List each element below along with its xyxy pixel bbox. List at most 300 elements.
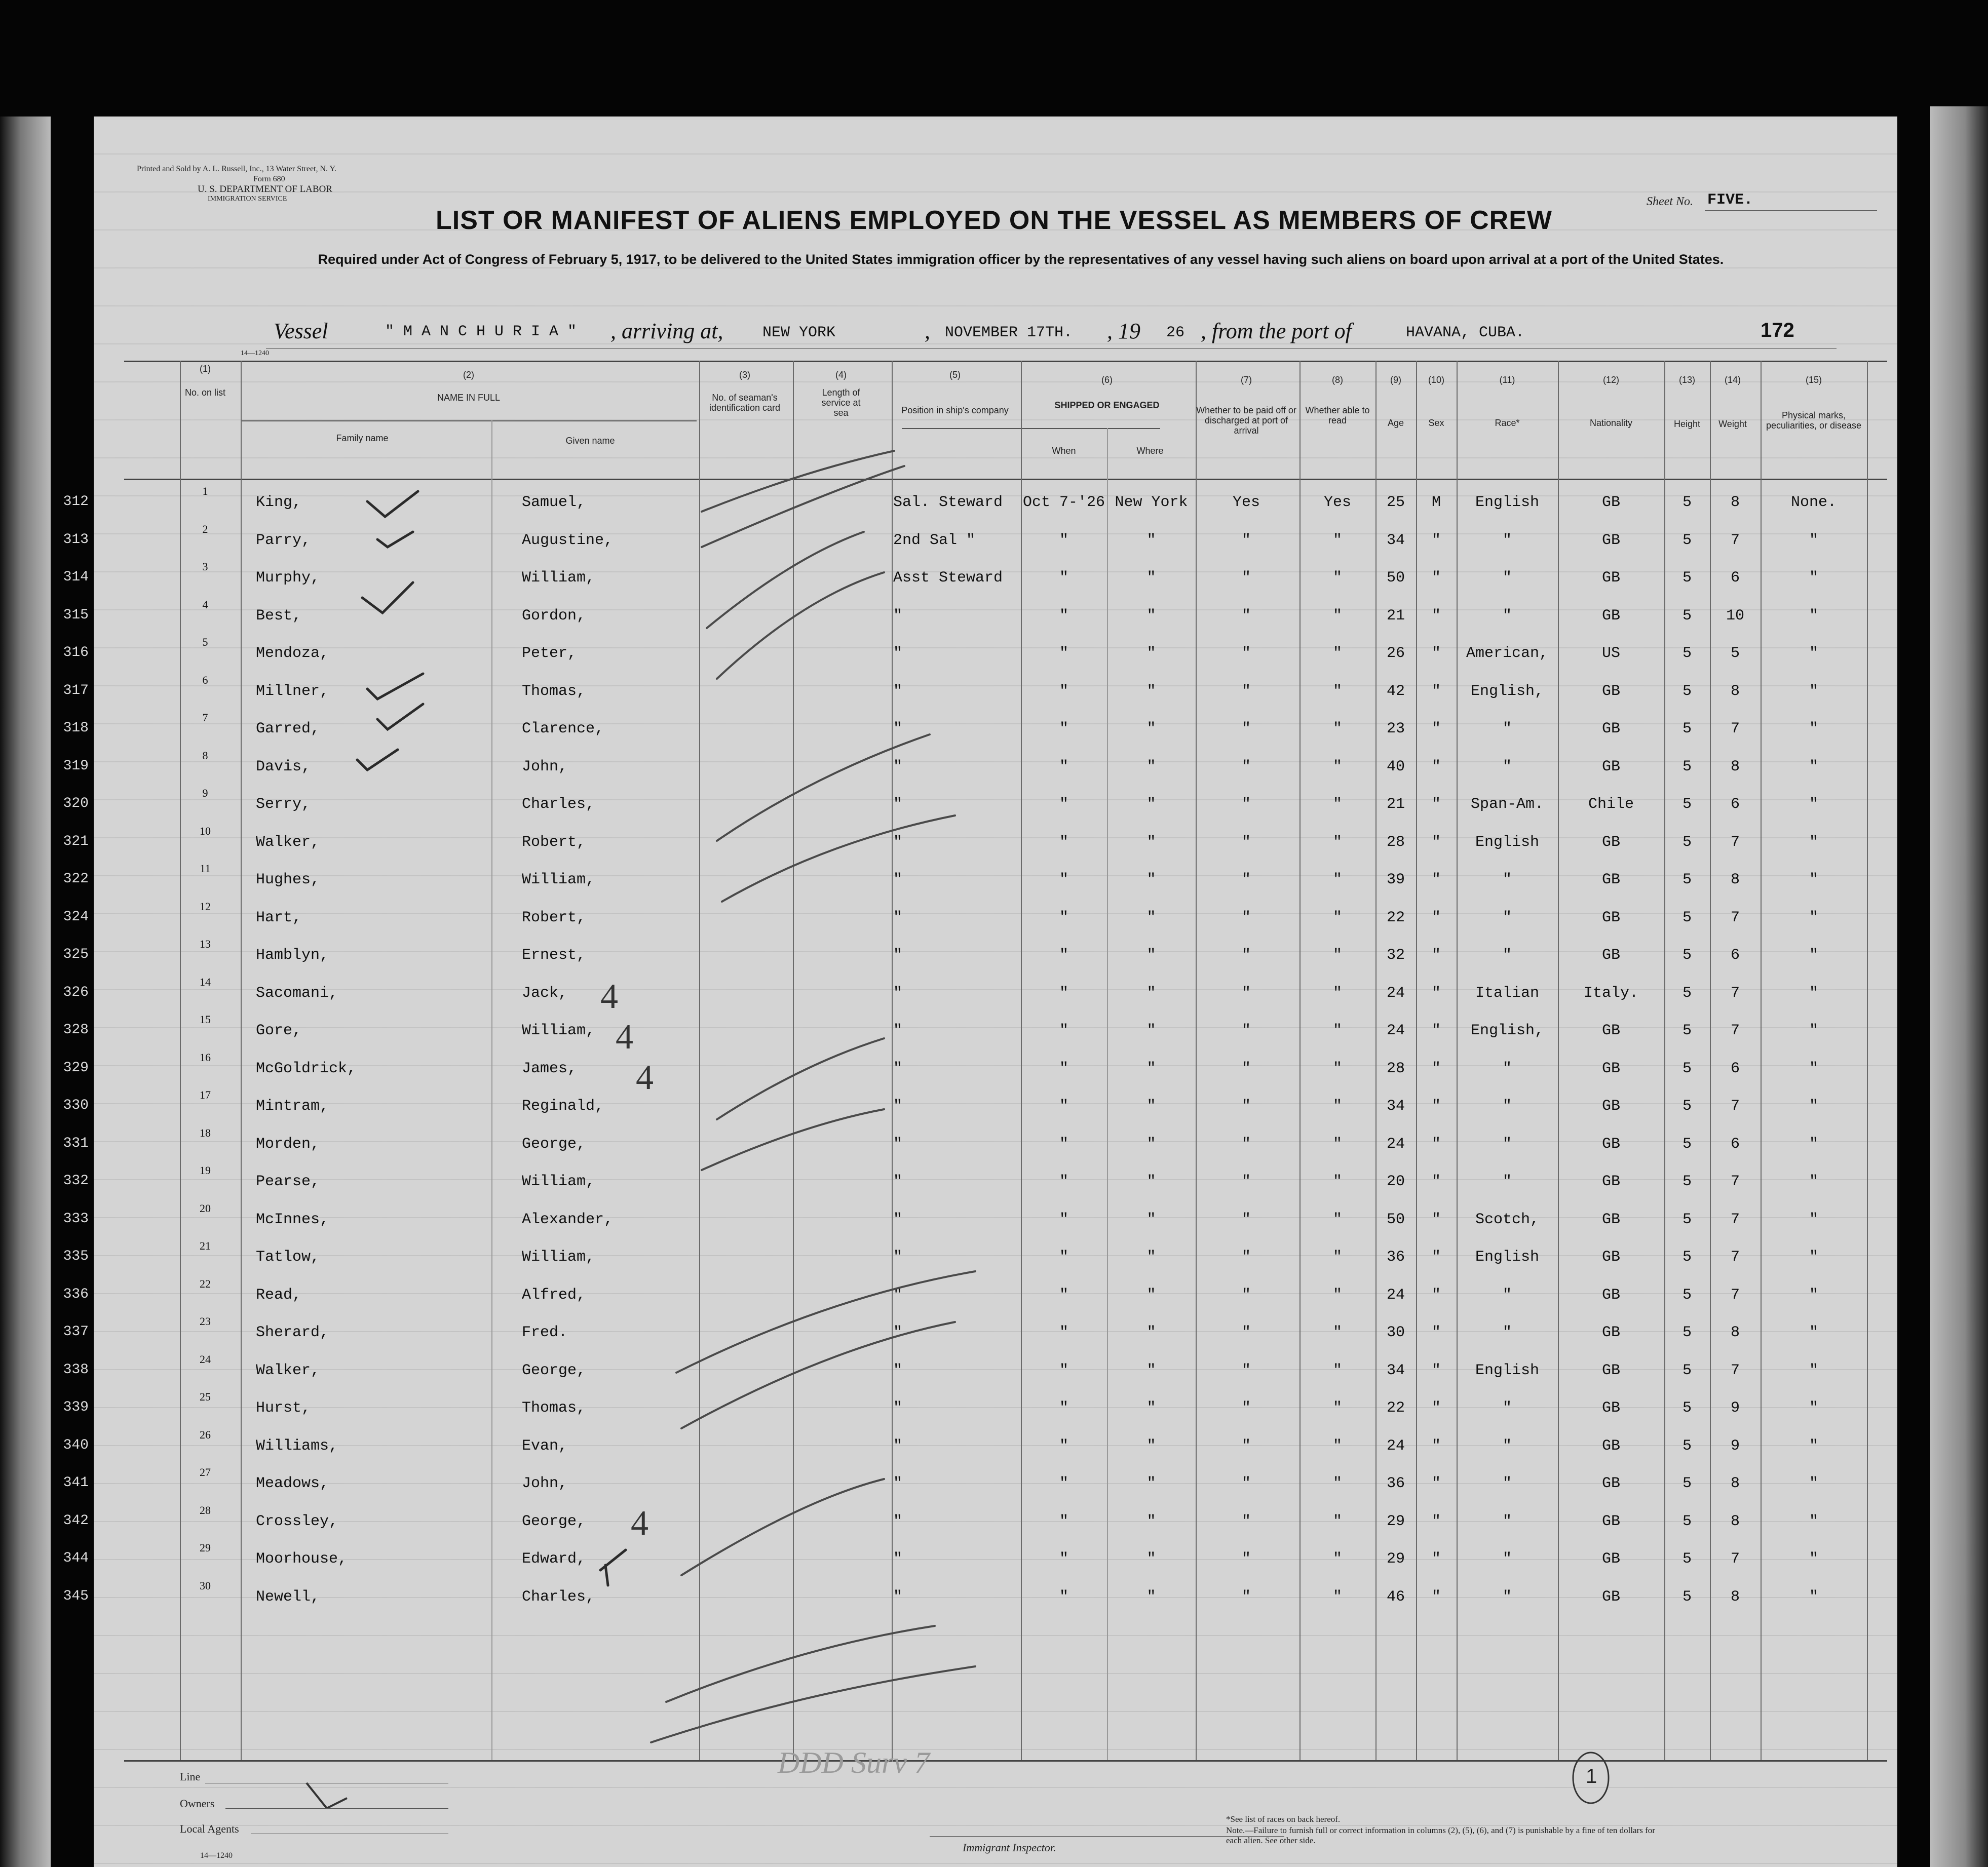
row-nationality: GB [1601,1399,1620,1417]
document-subtitle: Required under Act of Congress of February 5, 1917, to be delivered to the United States immigration officer by the representatives of any vessel having such aliens on board upon arrival at a port of the United States. [318,252,1724,267]
vessel-label: Vessel [274,319,328,343]
row-height: 5 [1682,532,1692,549]
row-height: 5 [1682,1513,1692,1530]
row-number: 27 [200,1466,211,1479]
row-family-name: Garred, [256,720,320,737]
row-when: " [1059,1588,1068,1606]
row-age: 50 [1386,569,1405,587]
row-paid-off: " [1241,569,1251,587]
row-serial: 321 [63,834,89,849]
row-family-name: Meadows, [256,1475,329,1492]
row-given-name: John, [522,1475,568,1492]
row-given-name: Edward, [522,1550,586,1568]
year-prefix: , 19 [1107,319,1140,343]
row-when: " [1059,1022,1068,1039]
row-sex: " [1431,1022,1441,1039]
col6-header: SHIPPED OR ENGAGED [1054,400,1160,410]
row-when: " [1059,1211,1068,1228]
row-physical-marks: " [1809,909,1818,926]
row-height: 5 [1682,494,1692,511]
row-paid-off: " [1241,796,1251,813]
row-nationality: GB [1601,607,1620,625]
row-when: " [1059,1475,1068,1492]
row-number: 16 [200,1051,211,1064]
row-age: 28 [1386,1060,1405,1077]
row-serial: 316 [63,645,89,660]
row-number: 13 [200,938,211,950]
row-nationality: GB [1601,1098,1620,1115]
row-height: 5 [1682,1399,1692,1417]
owners-rule [225,1808,448,1809]
year-suffix: 26 [1166,324,1185,341]
row-physical-marks: " [1809,1136,1818,1153]
row-when: " [1059,683,1068,700]
row-where: " [1146,1437,1156,1455]
row-race: " [1502,1475,1512,1492]
row-weight: 8 [1730,871,1740,888]
row-race: Span-Am. [1470,796,1544,813]
row-where: " [1146,1475,1156,1492]
col6-when-header: When [1052,446,1076,456]
col5-header: Position in ship's company [901,405,1009,415]
row-height: 5 [1682,1588,1692,1606]
row-family-name: Mintram, [256,1098,329,1115]
col7-number: (7) [1241,375,1252,385]
row-able-to-read: " [1332,834,1342,851]
col9-number: (9) [1390,375,1401,385]
row-given-name: Robert, [522,834,586,851]
row-physical-marks: " [1809,1098,1818,1115]
row-height: 5 [1682,1437,1692,1455]
row-family-name: Serry, [256,796,311,813]
row-weight: 7 [1730,1550,1740,1568]
row-serial: 319 [63,758,89,774]
col5-number: (5) [949,370,961,380]
row-nationality: GB [1601,1588,1620,1606]
row-number: 18 [200,1126,211,1139]
row-family-name: Gore, [256,1022,302,1039]
row-height: 5 [1682,1362,1692,1379]
row-when: " [1059,645,1068,662]
row-position: " [893,1287,903,1304]
row-sex: " [1431,1513,1441,1530]
row-weight: 8 [1730,1324,1740,1341]
row-serial: 330 [63,1098,89,1113]
row-weight: 7 [1730,1362,1740,1379]
row-where: " [1146,758,1156,775]
row-race: " [1502,1098,1512,1115]
row-family-name: Sacomani, [256,985,338,1002]
row-when: " [1059,1249,1068,1266]
row-position: " [893,871,903,888]
pencil-annotations [94,116,1897,1867]
inspector-label: Immigrant Inspector. [963,1841,1056,1854]
col11-header: Race* [1495,418,1520,428]
row-nationality: Chile [1588,796,1634,813]
row-age: 24 [1386,1022,1405,1039]
row-where: " [1146,947,1156,964]
row-number: 6 [202,674,208,686]
row-serial: 342 [63,1513,89,1529]
row-weight: 9 [1730,1437,1740,1455]
row-when: " [1059,1173,1068,1190]
row-age: 36 [1386,1475,1405,1492]
row-number: 14 [200,976,211,988]
row-sex: " [1431,569,1441,587]
row-when: " [1059,834,1068,851]
row-nationality: GB [1601,1475,1620,1492]
row-physical-marks: " [1809,871,1818,888]
row-age: 29 [1386,1513,1405,1530]
col2-header: NAME IN FULL [437,393,501,403]
row-height: 5 [1682,607,1692,625]
row-physical-marks: " [1809,1173,1818,1190]
row-position: " [893,796,903,813]
row-able-to-read: " [1332,947,1342,964]
row-serial: 320 [63,796,89,811]
col13-number: (13) [1678,375,1695,385]
from-port-label: , from the port of [1201,319,1352,343]
row-weight: 7 [1730,834,1740,851]
row-sex: " [1431,796,1441,813]
row-number: 28 [200,1504,211,1516]
svg-text:4: 4 [631,1504,648,1543]
row-race: " [1502,1173,1512,1190]
col8-header: Whether able to read [1305,405,1370,425]
row-able-to-read: " [1332,1513,1342,1530]
row-sex: " [1431,834,1441,851]
row-position: " [893,985,903,1002]
row-height: 5 [1682,1287,1692,1304]
row-sex: " [1431,1060,1441,1077]
row-given-name: Robert, [522,909,586,926]
row-where: " [1146,569,1156,587]
row-race: " [1502,758,1512,775]
row-sex: " [1431,1588,1441,1606]
row-physical-marks: " [1809,1588,1818,1606]
col6-number: (6) [1101,375,1113,385]
row-weight: 7 [1730,1211,1740,1228]
row-nationality: GB [1601,1437,1620,1455]
col1-number: (1) [200,364,211,374]
row-when: " [1059,569,1068,587]
row-serial: 337 [63,1324,89,1340]
row-able-to-read: " [1332,1022,1342,1039]
row-number: 3 [202,560,208,573]
row-sex: M [1431,494,1441,511]
row-able-to-read: " [1332,1475,1342,1492]
row-paid-off: " [1241,834,1251,851]
row-sex: " [1431,1399,1441,1417]
row-nationality: GB [1601,1249,1620,1266]
row-position: " [893,683,903,700]
row-where: " [1146,1060,1156,1077]
col9-header: Age [1387,418,1404,428]
races-note: *See list of races on back hereof. [1226,1814,1341,1824]
row-able-to-read: " [1332,1098,1342,1115]
row-nationality: US [1601,645,1620,662]
row-sex: " [1431,1173,1441,1190]
row-age: 34 [1386,1098,1405,1115]
row-given-name: Reginald, [522,1098,604,1115]
row-family-name: Millner, [256,683,329,700]
row-age: 28 [1386,834,1405,851]
col15-number: (15) [1805,375,1822,385]
row-given-name: Charles, [522,796,595,813]
row-nationality: GB [1601,834,1620,851]
row-paid-off: " [1241,607,1251,625]
row-able-to-read: " [1332,1362,1342,1379]
row-given-name: Ernest, [522,947,586,964]
row-race: English [1475,1249,1540,1266]
row-given-name: Evan, [522,1437,568,1455]
col13-header: Height [1673,419,1701,429]
row-nationality: GB [1601,1173,1620,1190]
row-when: " [1059,1136,1068,1153]
row-nationality: GB [1601,494,1620,511]
row-height: 5 [1682,871,1692,888]
row-race: " [1502,532,1512,549]
row-given-name: Clarence, [522,720,604,737]
row-weight: 10 [1726,607,1744,625]
row-height: 5 [1682,1249,1692,1266]
row-position: " [893,1588,903,1606]
row-given-name: James, [522,1060,577,1077]
row-position: 2nd Sal " [893,532,976,549]
row-nationality: GB [1601,1022,1620,1039]
row-sex: " [1431,683,1441,700]
row-serial: 332 [63,1173,89,1189]
row-position: " [893,1098,903,1115]
row-where: " [1146,834,1156,851]
row-sex: " [1431,1362,1441,1379]
row-race: American, [1466,645,1549,662]
row-where: " [1146,607,1156,625]
row-given-name: John, [522,758,568,775]
row-sex: " [1431,758,1441,775]
col7-header: Whether to be paid off or discharged at port of arrival [1196,405,1296,436]
row-weight: 6 [1730,1136,1740,1153]
row-race: " [1502,871,1512,888]
row-nationality: GB [1601,1550,1620,1568]
row-family-name: Murphy, [256,569,320,587]
row-number: 12 [200,900,211,913]
row-height: 5 [1682,1060,1692,1077]
row-physical-marks: " [1809,1022,1818,1039]
row-age: 21 [1386,796,1405,813]
row-race: " [1502,947,1512,964]
row-family-name: Read, [256,1287,302,1304]
row-given-name: William, [522,569,595,587]
row-position: " [893,1211,903,1228]
row-serial: 333 [63,1211,89,1227]
row-position: Asst Steward [893,569,1003,587]
row-age: 32 [1386,947,1405,964]
row-age: 42 [1386,683,1405,700]
row-when: " [1059,1060,1068,1077]
row-age: 23 [1386,720,1405,737]
row-serial: 335 [63,1249,89,1264]
row-race: " [1502,1136,1512,1153]
col3-number: (3) [739,370,750,380]
row-height: 5 [1682,947,1692,964]
row-physical-marks: None. [1790,494,1837,511]
svg-text:4: 4 [636,1058,654,1097]
row-when: " [1059,1098,1068,1115]
row-paid-off: " [1241,1550,1251,1568]
row-serial: 318 [63,720,89,736]
row-number: 9 [202,787,208,799]
row-age: 25 [1386,494,1405,511]
row-when: " [1059,1287,1068,1304]
row-paid-off: " [1241,1588,1251,1606]
arriving-label: , arriving at, [610,319,723,343]
row-family-name: McInnes, [256,1211,329,1228]
row-family-name: Davis, [256,758,311,775]
col14-header: Weight [1718,419,1747,429]
svg-text:4: 4 [600,977,618,1016]
row-weight: 8 [1730,1588,1740,1606]
row-race: English [1475,1362,1540,1379]
row-weight: 7 [1730,1287,1740,1304]
col3-header: No. of seaman's identification card [709,393,781,413]
row-physical-marks: " [1809,607,1818,625]
row-position: " [893,1550,903,1568]
col6-where-header: Where [1136,446,1164,456]
row-weight: 5 [1730,645,1740,662]
row-where: " [1146,1324,1156,1341]
row-serial: 313 [63,532,89,548]
owners-label: Owners [180,1797,215,1810]
row-family-name: Best, [256,607,302,625]
manifest-sheet: Printed and Sold by A. L. Russell, Inc., 13 Water Street, N. Y. Form 680 U. S. DEPARTMENT OF LABOR IMMIGRATION SERVICE Sheet No. FIVE. LIST OR MANIFEST OF ALIENS EMPLOYED ON THE VESSEL AS MEMBERS OF CREW Required under Act of Congress of February 5, 1917, to be delivered to the United States immigration officer by the representatives of any vessel having such aliens on board upon arrival at a port of the United States. Vessel " M A N C H U R I A " , arriving at, NEW YORK , NOVEMBER 17TH. , 19 26 , from the port of HAVANA, CUBA. 172 14—1240 (1) No. on list (2) NAME IN FULL Family name Given name (3) No. of seaman's identification card (4) Length of service at sea (5) Position in ship's company (6) SHIPPED OR ENGAGED When Where (7) Whether to be paid off or discharged at port of arrival (8) Whether able to read (9) Age (10) Sex (11) Race* (12) Nationality (13) Height (14) Weight (15) Physical marks, peculiarities, or disease 312 1 King, Samuel, Sal. Steward Oct 7-'26 New York Yes Yes 25 M English GB 5 8 None. 313 2 Parry, Augustine, 2nd Sal " " " " " 34 " " GB 5 7 " 314 3 Murphy, William, Asst Steward " " " " 50 " " GB 5 6 " 315 4 Best, Gordon, " " " " " 21 " " GB 5 10 " 316 5 Mendoza, Peter, " " " " " 26 " American, US 5 5 " 317 6 Millner, Thomas, " " " " " 42 " English, GB 5 8 " 318 7 Garred, Clarence, " " " " " 23 " " GB 5 7 " 319 8 Davis, John, " " " " " 40 " " GB 5 8 " 320 9 Serry, Charles, " " " " " 21 " Span-Am. Chile 5 6 " 321 10 Walker, Robert, " " " " " 28 " English GB 5 7 " 322 11 Hughes, William, " " " " " 39 " " GB 5 8 " 324 12 Hart, Robert, " " " " " 22 " " GB 5 7 " 325 13 Hamblyn, Ernest, " " " " " 32 " " GB 5 6 " 326 14 Sacomani, Jack, " " " " " 24 " Italian Italy. 5 7 " 328 15 Gore, William, " " " " " 24 " English, GB 5 7 " 329 16 McGoldrick, James, " " " " " 28 " " GB 5 6 " 330 17 Mintram, Reginald, " " " " " 34 " " GB 5 7 " 331 18 Morden, George, " " " " " 24 " " GB 5 6 " 332 19 Pearse, William, " " " " " 20 " " GB 5 7 " 333 20 McInnes, Alexander, " " " " " 50 " Scotch, GB 5 7 " 335 21 Tatlow, William, " " " " " 36 " English GB 5 7 " 336 22 Read, Alfred, " " " " " 24 " " GB 5 7 " 337 23 Sherard, Fred. " " " " " 30 " " GB 5 8 " 338 24 Walker, George, " " " " " 34 " English GB 5 7 " 339 25 Hurst, Thomas, " " " " " 22 " " GB 5 9 " 340 26 Williams, Evan, " " " " " 24 " " GB 5 9 " 341 27 Meadows, John, " " " " " 36 " " GB 5 8 " 342 28 Crossley, George, " " " " " 29 " " GB 5 8 " 344 29 Moorhouse, Edward, " " " " " 29 " " GB 5 7 " 345 30 Newell, Charles, " " " " " 46 " " GB 5 8 " 4 4 4 4 DDD Surv 7 1 Line Owners Local Agents 14—1240 Immigrant Inspector. *See list of races on back hereof. Note.—Failure to furnish full or correct information in columns (2), (5), (6), and (7) is punishable by a fine of ten dollars for each alien. See other side. [94,116,1897,1867]
row-serial: 339 [63,1399,89,1415]
row-given-name: Samuel, [522,494,586,511]
row-race: " [1502,607,1512,625]
row-weight: 7 [1730,1173,1740,1190]
svg-text:4: 4 [616,1018,633,1057]
row-able-to-read: " [1332,1287,1342,1304]
row-race: " [1502,1287,1512,1304]
col4-number: (4) [835,370,847,380]
arriving-port: NEW YORK [762,324,836,341]
row-where: " [1146,720,1156,737]
sheet-number: FIVE. [1707,191,1753,209]
sheet-label: Sheet No. [1647,195,1693,208]
row-weight: 7 [1730,909,1740,926]
row-sex: " [1431,947,1441,964]
row-weight: 6 [1730,1060,1740,1077]
row-race: " [1502,1399,1512,1417]
row-given-name: Gordon, [522,607,586,625]
row-number: 29 [200,1541,211,1554]
row-height: 5 [1682,1173,1692,1190]
row-height: 5 [1682,909,1692,926]
row-given-name: Fred. [522,1324,568,1341]
row-age: 50 [1386,1211,1405,1228]
row-age: 36 [1386,1249,1405,1266]
row-sex: " [1431,1249,1441,1266]
row-race: " [1502,720,1512,737]
row-physical-marks: " [1809,947,1818,964]
row-age: 34 [1386,1362,1405,1379]
row-physical-marks: " [1809,645,1818,662]
row-paid-off: " [1241,1136,1251,1153]
row-when: " [1059,532,1068,549]
row-physical-marks: " [1809,758,1818,775]
local-agents-label: Local Agents [180,1822,239,1835]
row-number: 7 [202,711,208,724]
row-when: " [1059,720,1068,737]
row-race: English, [1470,1022,1544,1039]
row-paid-off: Yes [1232,494,1260,511]
row-family-name: Tatlow, [256,1249,320,1266]
row-position: " [893,1362,903,1379]
col14-number: (14) [1724,375,1741,385]
row-weight: 7 [1730,1022,1740,1039]
departure-port: HAVANA, CUBA. [1406,324,1525,341]
row-where: " [1146,645,1156,662]
row-age: 24 [1386,985,1405,1002]
row-given-name: Peter, [522,645,577,662]
row-weight: 6 [1730,947,1740,964]
row-when: " [1059,796,1068,813]
row-position: " [893,1022,903,1039]
row-family-name: Crossley, [256,1513,338,1530]
row-when: Oct 7-'26 [1022,494,1105,511]
row-weight: 7 [1730,1249,1740,1266]
col11-number: (11) [1499,375,1515,385]
row-paid-off: " [1241,871,1251,888]
row-able-to-read: " [1332,683,1342,700]
row-given-name: William, [522,871,595,888]
row-paid-off: " [1241,1249,1251,1266]
row-able-to-read: " [1332,1324,1342,1341]
row-weight: 7 [1730,720,1740,737]
row-race: English, [1470,683,1544,700]
row-number: 11 [200,862,211,875]
row-number: 1 [202,485,208,497]
row-physical-marks: " [1809,1399,1818,1417]
row-position: " [893,758,903,775]
row-physical-marks: " [1809,1437,1818,1455]
row-paid-off: " [1241,1211,1251,1228]
row-given-name: George, [522,1513,586,1530]
row-weight: 8 [1730,758,1740,775]
col2-number: (2) [463,370,474,380]
row-age: 40 [1386,758,1405,775]
row-weight: 6 [1730,569,1740,587]
row-age: 20 [1386,1173,1405,1190]
row-given-name: Augustine, [522,532,614,549]
row-age: 21 [1386,607,1405,625]
row-number: 10 [200,825,211,837]
row-family-name: Moorhouse, [256,1550,348,1568]
row-number: 22 [200,1277,211,1290]
row-family-name: Newell, [256,1588,320,1606]
row-paid-off: " [1241,1173,1251,1190]
row-given-name: William, [522,1022,595,1039]
row-able-to-read: " [1332,985,1342,1002]
row-able-to-read: " [1332,532,1342,549]
row-when: " [1059,909,1068,926]
row-sex: " [1431,909,1441,926]
row-number: 15 [200,1013,211,1026]
row-age: 30 [1386,1324,1405,1341]
service-name: IMMIGRATION SERVICE [208,195,287,203]
row-able-to-read: " [1332,1550,1342,1568]
row-paid-off: " [1241,947,1251,964]
